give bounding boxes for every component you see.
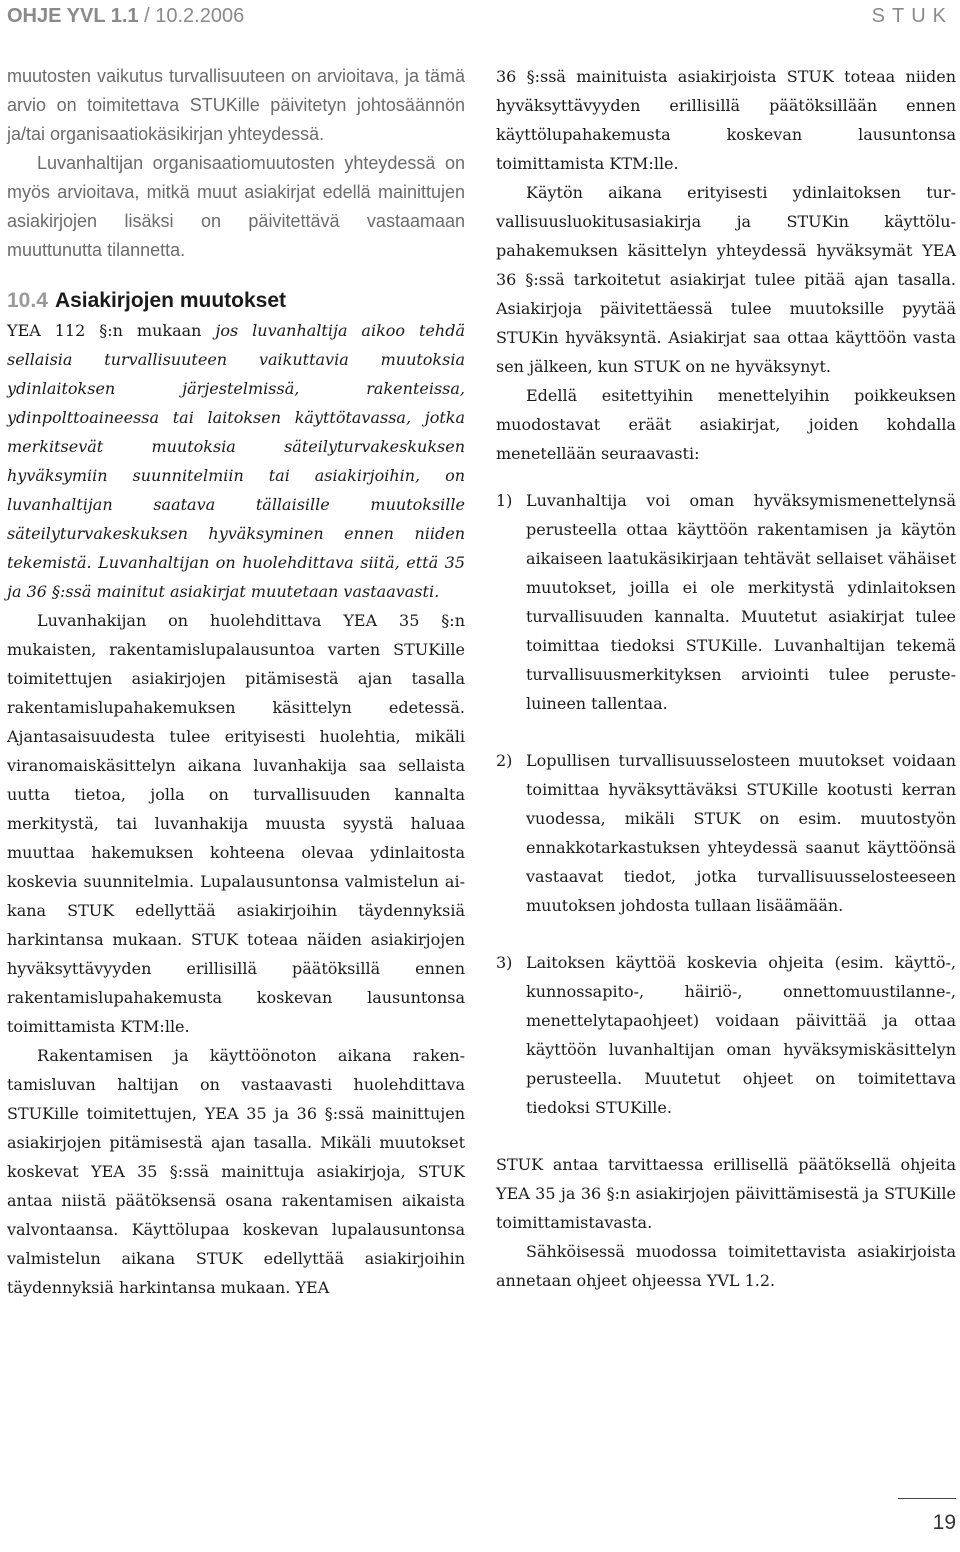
- left-column: [7, 62, 465, 1302]
- list-item: [496, 486, 956, 718]
- section-heading: [7, 285, 465, 316]
- list-item-text: Luvanhaltija voi oman hyväksymismenettelynsä perusteella ottaa käyttöön rakentamisen ja käytön aikaiseen laatukäsikirjaan tehtävät sellaiset vähäiset muutokset, joilla ei ole merkitystä ydinlaitoksen turvallisuuden kannalta. Muutetut asiakirjat tulee toimittaa tiedoksi STUKille. Luvanhaltijan tekemä turvallisuusmerkityksen arviointi tulee perusteluineen tallentaa.: [526, 491, 956, 713]
- list-item: [496, 746, 956, 920]
- intro-paragraph-2: Luvanhaltijan organisaatiomuutosten yhteydessä on myös arvioitava, mitkä muut asiakirjat edellä mainittujen asiakirjojen lisäksi on päivitettävä vastaamaan muuttunutta tilannetta.: [7, 153, 465, 260]
- body-paragraph-8: Sähköisessä muodossa toimitettavista asiakirjoista annetaan ohjeet ohjeessa YVL 1.2.: [496, 1242, 956, 1290]
- exception-list: [496, 486, 956, 1122]
- body-paragraph-3: Rakentamisen ja käyttöönoton aikana rakentamisluvan haltijan on vastaavasti huolehdittava STUKille toimitettujen, YEA 35 ja 36 §:ssä mainittujen asiakirjojen pitämisestä ajan tasalla. Mikäli muutokset koskevat YEA 35 §:ssä mainittuja asiakirjoja, STUK antaa niistä päätöksensä osana rakentamisen aikaista valvontaansa. Käyttölupaa koskevan lupalausuntonsa valmistelun aikana STUK edellyttää asiakirjoihin täydennyksiä harkintansa mukaan. YEA: [7, 1046, 465, 1297]
- guide-code: OHJE YVL 1.1: [7, 5, 139, 27]
- list-marker: 3): [496, 953, 513, 972]
- body-paragraph-7: STUK antaa tarvittaessa erillisellä päätöksellä ohjeita YEA 35 ja 36 §:n asiakirjojen päivittämisestä ja STUKille toimittamistavasta.: [496, 1155, 956, 1232]
- document-id: [7, 5, 244, 28]
- intro-paragraph-1: muutosten vaikutus turvallisuuteen on arvioitava, ja tämä arvio on toimitettava STUKille päivitetyn johtosäännön ja/tai organisaatiokäsikirjan yhteydessä.: [7, 66, 465, 144]
- list-marker: 1): [496, 491, 513, 510]
- page-number: 19: [932, 1511, 956, 1534]
- list-item-text: Lopullisen turvallisuusselosteen muutokset voidaan toimittaa hyväksyttäväksi STUKille kootusti kerran vuodessa, mikäli STUK on esim. muutostyön ennakkotarkastuksen yhteydessä saanut käyttöönsä vastaavat tiedot, jotka turvallisuusselosteeseen muutoksen johdosta tullaan lisäämään.: [526, 751, 956, 915]
- footer-divider: [898, 1498, 956, 1499]
- page-header: [0, 0, 960, 38]
- statute-reference: YEA 112 §:n mukaan: [7, 321, 216, 340]
- list-marker: 2): [496, 751, 513, 770]
- guide-date: / 10.2.2006: [144, 5, 245, 27]
- section-number: 10.4: [7, 289, 48, 312]
- statute-quote: jos luvanhaltija aikoo tehdä sellaisia turvallisuuteen vaikuttavia muutoksia ydinlaitoksen järjestelmissä, rakenteissa, ydinpolttoaineessa tai laitoksen käyttötavassa, jotka merkitsevät muutoksia säteilyturvakeskuksen hyväksymiin suunnitelmiin tai asiakirjoihin, on luvanhaltijan saatava tällaisille muutoksille säteilyturvakeskuksen hyväksyminen ennen niiden tekemistä. Luvanhaltijan on huolehdittava siitä, että 35 ja 36 §:ssä mainitut asiakirjat muutetaan vastaavasti.: [7, 321, 465, 601]
- body-paragraph-6: Edellä esitettyihin menettelyihin poikkeuksen muodostavat eräät asiakirjat, joiden kohdalla menetellään seuraavasti:: [496, 386, 956, 463]
- body-paragraph-5: Käytön aikana erityisesti ydinlaitoksen turvallisuusluokitusasiakirja ja STUKin käyttölupahakemuksen käsittelyn yhteydessä hyväksymät YEA 36 §:ssä tarkoitetut asiakirjat tulee pitää ajan tasalla. Asiakirjoja päivitettäessä tulee muutoksille pyytää STUKin hyväksyntä. Asiakirjat saa ottaa käyttöön vasta sen jälkeen, kun STUK on ne hyväksynyt.: [496, 183, 956, 376]
- list-item-text: Laitoksen käyttöä koskevia ohjeita (esim. käyttö-, kunnossapito-, häiriö-, onnettomuustilanne-, menettelytapaohjeet) voidaan päivittää ja ottaa käyttöön luvanhaltijan oman hyväksymiskäsittelyn perusteella. Muutetut ohjeet on toimitettava tiedoksi STUKille.: [526, 953, 956, 1117]
- body-paragraph-1: [7, 316, 465, 606]
- list-item: [496, 948, 956, 1122]
- section-title: Asiakirjojen muutokset: [54, 289, 286, 312]
- body-paragraph-2: Luvanhakijan on huolehdittava YEA 35 §:n mukaisten, rakentamislupalausuntoa varten STUKille toimitettujen asiakirjojen pitämisestä ajan tasalla rakentamislupahakemuksen käsittelyn edetessä. Ajantasaisuudesta tulee erityisesti huolehtia, mikäli viranomaiskäsittelyn aikana luvanhakija saa sellaista uutta tietoa, jolla on turvallisuuden kannalta merkitystä, tai luvanhakija muusta syystä haluaa muuttaa hakemuksen kohteena olevaa ydinlaitosta koskevia suunnitelmia. Lupalausuntonsa valmistelun aikana STUK edellyttää asiakirjoihin täydennyksiä harkintansa mukaan. STUK toteaa näiden asiakirjojen hyväksyttävyyden erillisillä päätöksillä ennen rakentamislupahakemusta koskevan lausuntonsa toimittamista KTM:lle.: [7, 611, 465, 1036]
- organization-name: STUK: [871, 5, 953, 27]
- right-column: [496, 62, 956, 1295]
- body-paragraph-4: 36 §:ssä mainituista asiakirjoista STUK toteaa niiden hyväksyttävyyden erillisillä päätöksillään ennen käyttölupahakemusta koskevan lausuntonsa toimittamista KTM:lle.: [496, 67, 956, 173]
